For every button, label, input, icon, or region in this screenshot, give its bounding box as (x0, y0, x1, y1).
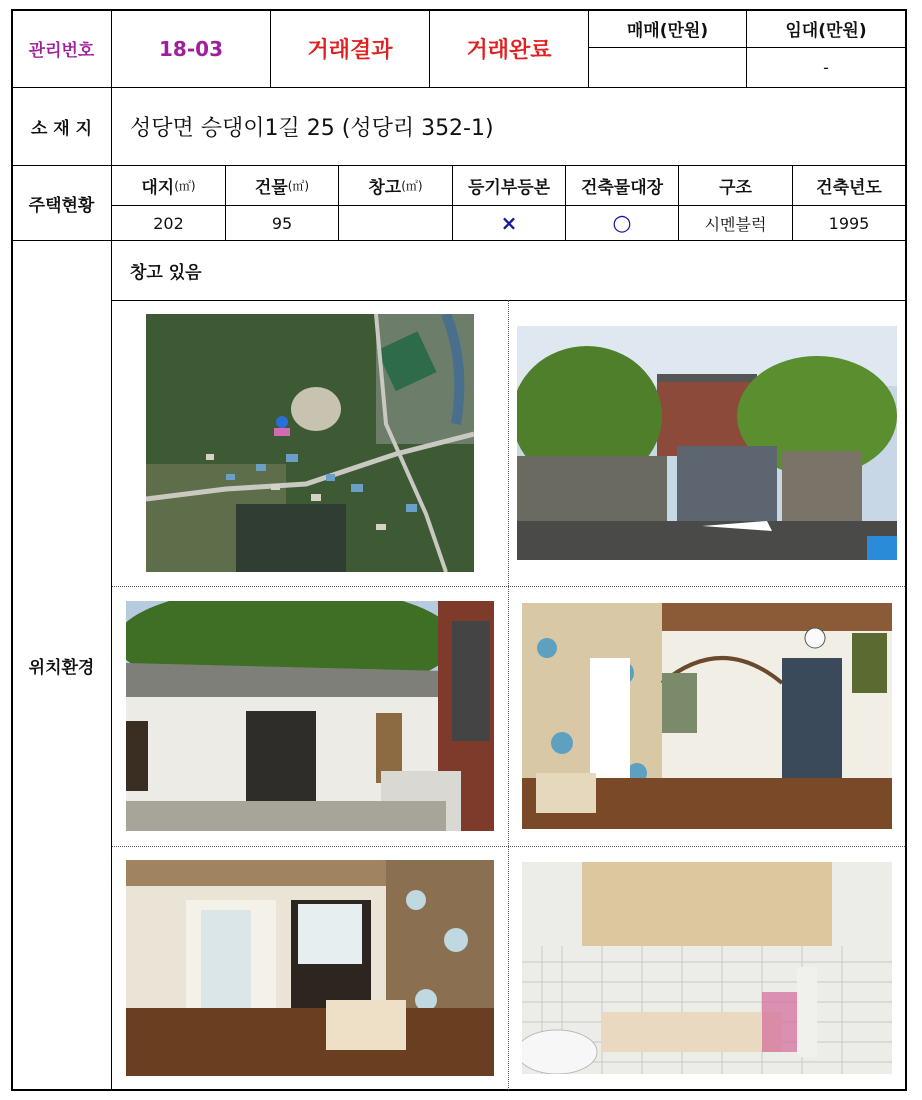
registry-value: × (500, 211, 518, 235)
land-area-header: 대지 (㎡) (141, 178, 196, 198)
bathroom-photo (522, 862, 892, 1074)
mgmt-number-value: 18-03 (159, 36, 223, 61)
aerial-map-photo (146, 314, 474, 572)
registry-header: 등기부등본 (467, 178, 551, 198)
built-year-header: 건축년도 (816, 178, 882, 198)
warehouse-area-header: 창고 (㎡) (368, 178, 423, 198)
warehouse-photo (126, 601, 494, 831)
living-room-photo (522, 603, 892, 829)
environment-label: 위치환경 (28, 657, 95, 678)
housing-status-label: 주택현황 (28, 195, 95, 216)
address-text: 성당면 승댕이1길 25 (성당리 352-1) (130, 116, 494, 141)
location-label: 소 재 지 (30, 119, 93, 139)
deal-result-value: 거래완료 (466, 38, 552, 63)
building-ledger-value: ○ (612, 210, 632, 236)
warehouse-area-value (339, 206, 452, 240)
lease-price-label: 임대(만원) (785, 21, 867, 41)
structure-header: 구조 (719, 178, 752, 198)
land-area-value: 202 (153, 213, 184, 233)
sale-price-label: 매매(만원) (626, 21, 709, 41)
building-ledger-header: 건축물대장 (580, 178, 664, 198)
deal-result-label: 거래결과 (307, 38, 393, 63)
building-area-header: 건물 (㎡) (254, 178, 310, 198)
house-gate-photo (517, 326, 897, 560)
built-year-value: 1995 (828, 213, 870, 233)
building-area-value: 95 (271, 213, 293, 233)
mgmt-number-label: 관리번호 (28, 41, 95, 61)
lease-price-value: - (823, 58, 829, 77)
environment-note: 창고 있음 (130, 263, 202, 283)
structure-value: 시멘블럭 (704, 214, 767, 234)
sale-price-value (589, 48, 746, 87)
interior-room-photo (126, 860, 494, 1076)
